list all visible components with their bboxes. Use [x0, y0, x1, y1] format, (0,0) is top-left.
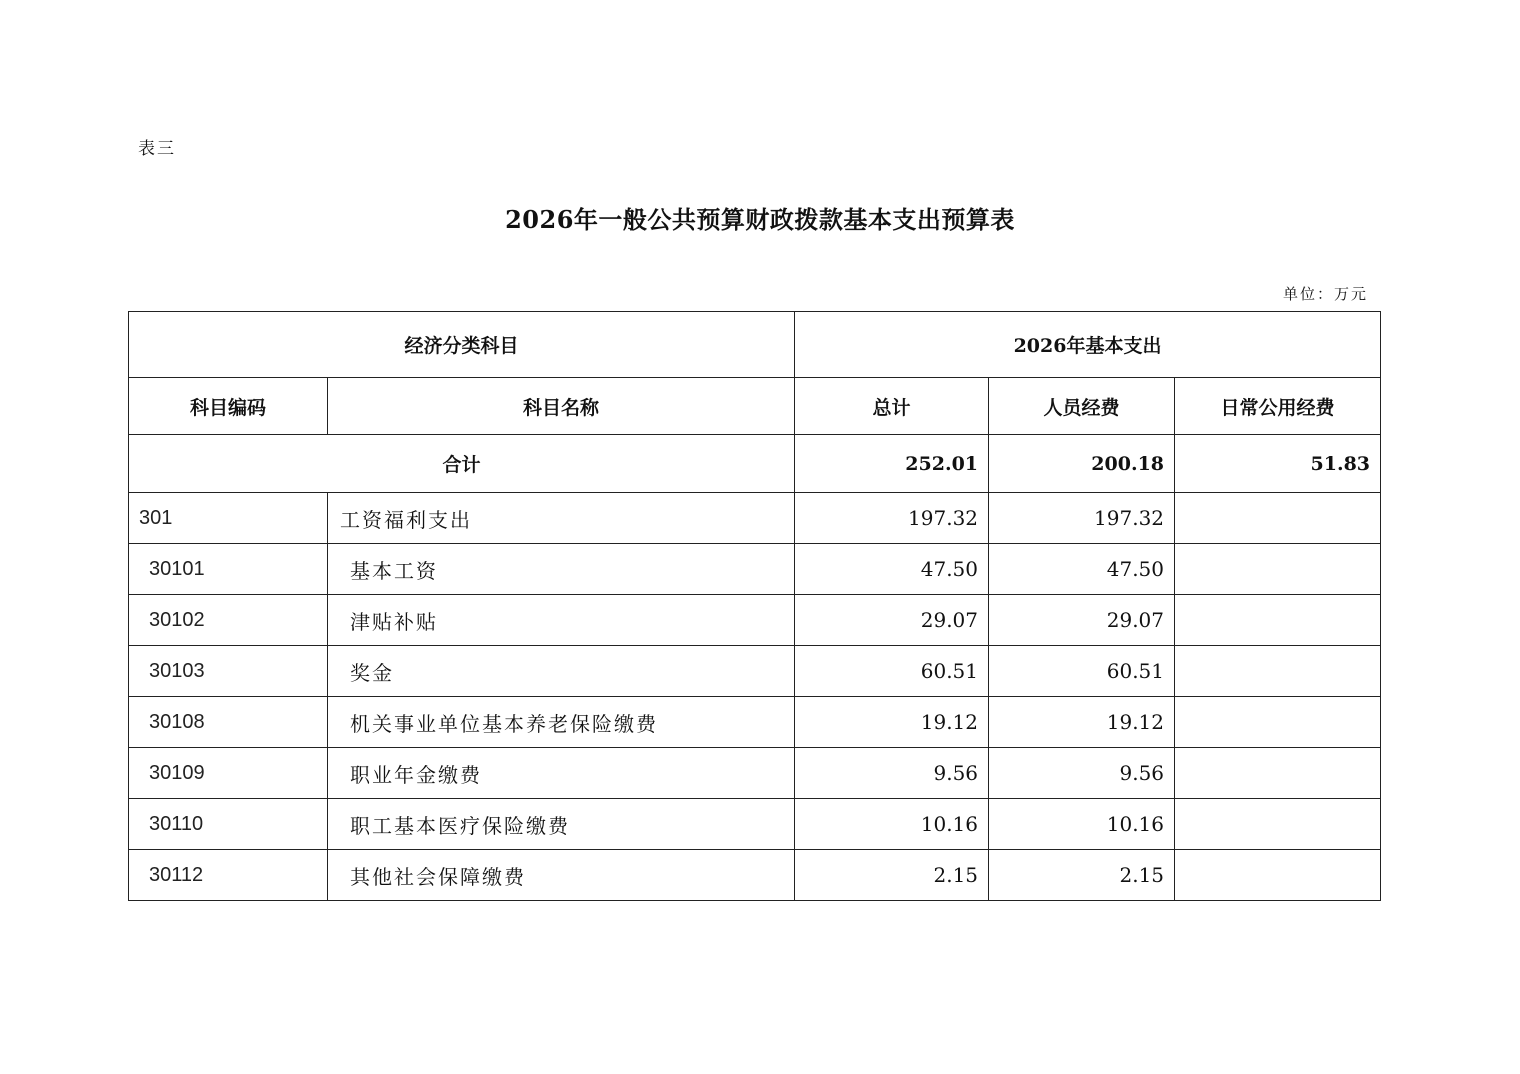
row-public [1175, 697, 1381, 748]
header-total: 总计 [795, 378, 989, 435]
table-row [129, 697, 1381, 748]
unit-label: 单位：万元 [1282, 285, 1368, 303]
row-name: 职业年金缴费 [328, 748, 795, 799]
row-code: 301 [129, 493, 328, 544]
row-public [1175, 595, 1381, 646]
row-public [1175, 493, 1381, 544]
total-total: 252.01 [795, 435, 989, 493]
row-public [1175, 544, 1381, 595]
page-title: 2026年一般公共预算财政拨款基本支出预算表 [505, 205, 1015, 234]
column-header-row [129, 378, 1381, 435]
row-public [1175, 799, 1381, 850]
table-label: 表三 [138, 139, 176, 159]
row-code: 30102 [129, 595, 328, 646]
total-public: 51.83 [1175, 435, 1381, 493]
row-personnel: 19.12 [989, 697, 1175, 748]
row-name: 基本工资 [328, 544, 795, 595]
table-row [129, 646, 1381, 697]
table-row [129, 748, 1381, 799]
row-public [1175, 748, 1381, 799]
row-total: 9.56 [795, 748, 989, 799]
row-personnel: 10.16 [989, 799, 1175, 850]
row-personnel: 2.15 [989, 850, 1175, 901]
row-name: 机关事业单位基本养老保险缴费 [328, 697, 795, 748]
row-personnel: 29.07 [989, 595, 1175, 646]
row-name: 职工基本医疗保险缴费 [328, 799, 795, 850]
row-name: 奖金 [328, 646, 795, 697]
header-economic-category: 经济分类科目 [129, 312, 795, 378]
table-row [129, 544, 1381, 595]
row-code: 30101 [129, 544, 328, 595]
row-total: 47.50 [795, 544, 989, 595]
header-code: 科目编码 [129, 378, 328, 435]
header-name: 科目名称 [328, 378, 795, 435]
table-row [129, 595, 1381, 646]
header-personnel: 人员经费 [989, 378, 1175, 435]
row-total: 197.32 [795, 493, 989, 544]
table-row [129, 799, 1381, 850]
row-personnel: 9.56 [989, 748, 1175, 799]
row-name: 工资福利支出 [328, 493, 795, 544]
row-code: 30112 [129, 850, 328, 901]
row-code: 30108 [129, 697, 328, 748]
table-row [129, 493, 1381, 544]
row-public [1175, 850, 1381, 901]
budget-table [128, 311, 1381, 901]
row-public [1175, 646, 1381, 697]
row-total: 60.51 [795, 646, 989, 697]
row-total: 19.12 [795, 697, 989, 748]
header-public: 日常公用经费 [1175, 378, 1381, 435]
total-label: 合计 [129, 435, 795, 493]
header-basic-expenditure: 2026年基本支出 [795, 312, 1381, 378]
total-personnel: 200.18 [989, 435, 1175, 493]
table-row [129, 850, 1381, 901]
row-code: 30109 [129, 748, 328, 799]
row-total: 29.07 [795, 595, 989, 646]
row-total: 2.15 [795, 850, 989, 901]
row-name: 其他社会保障缴费 [328, 850, 795, 901]
group-header-row [129, 312, 1381, 378]
row-personnel: 60.51 [989, 646, 1175, 697]
row-code: 30103 [129, 646, 328, 697]
budget-table-body [129, 312, 1381, 901]
row-total: 10.16 [795, 799, 989, 850]
row-name: 津贴补贴 [328, 595, 795, 646]
row-personnel: 197.32 [989, 493, 1175, 544]
row-personnel: 47.50 [989, 544, 1175, 595]
row-code: 30110 [129, 799, 328, 850]
total-row [129, 435, 1381, 493]
